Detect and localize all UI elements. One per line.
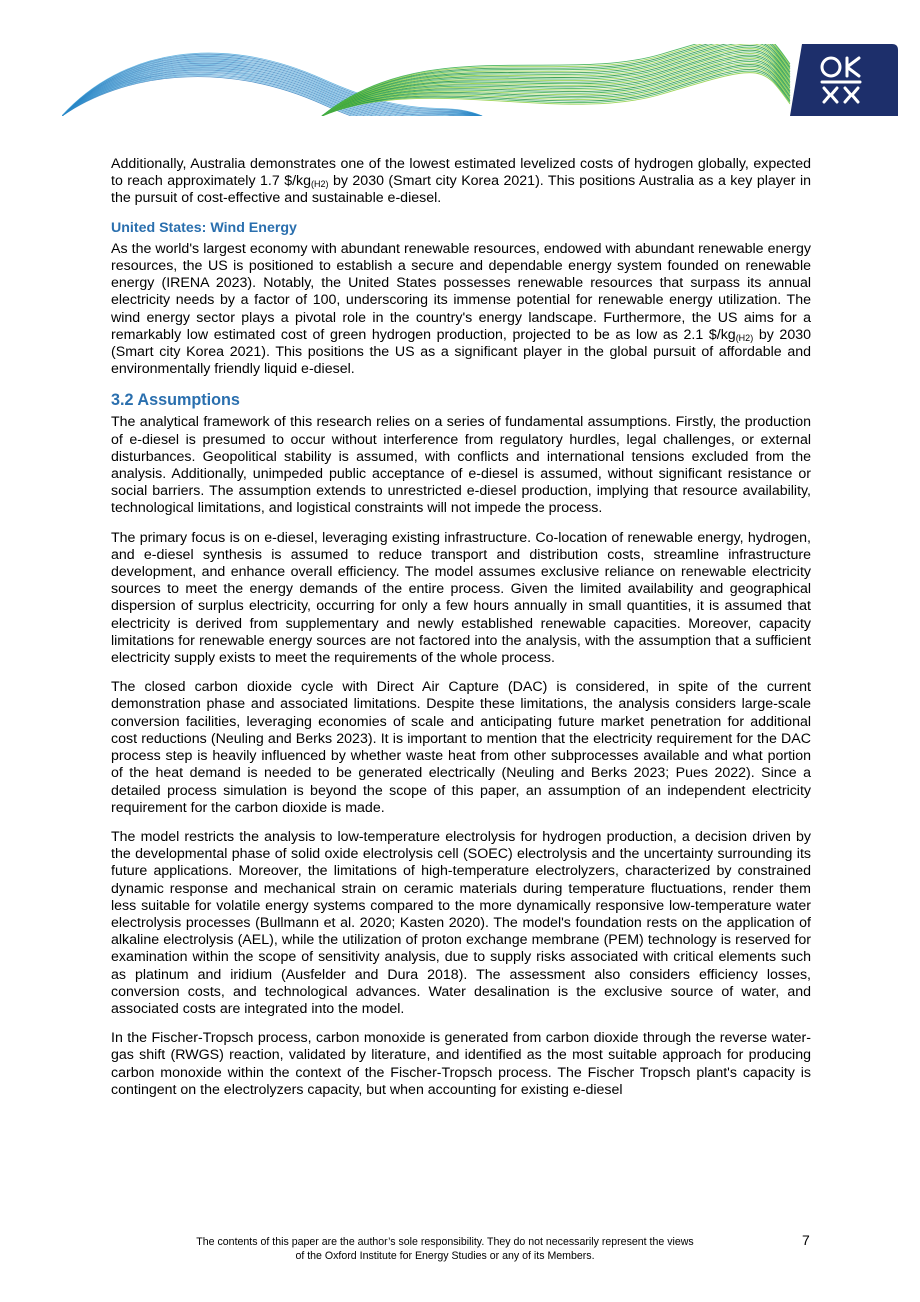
paragraph-electrolysis: The model restricts the analysis to low-temperature electrolysis for hydrogen production, a decision driven by the developmental phase of solid oxide electrolysis cell (SOEC) electrolysis and the uncertainty surrounding its future applications. Moreover, the limitations of high-temperature electrolyzers, characterized by constrained dynamic response and mechanical strain on ceramic materials during temperature fluctuations, render them less suitable for volatile energy systems compared to the more dynamically responsive low-temperature water electrolysis processes (Bullmann et al. 2020; Kasten 2020). The model's foundation rests on the application of alkaline electrolysis (AEL), while the utilization of proton exchange membrane (PEM) technology is reserved for examination within the scope of sensitivity analysis, due to supply risks associated with critical elements such as platinum and iridium (Ausfelder and Dura 2018). The assessment also considers efficiency losses, conversion costs, and technological advances. Water desalination is the exclusive source of water, and associated costs are integrated into the model. xyxy=(111,828,811,1017)
paragraph-dac: The closed carbon dioxide cycle with Direct Air Capture (DAC) is considered, in spite of the current demonstration phase and associated limitations. Despite these limitations, the analysis considers large-scale conversion facilities, leveraging economies of scale and anticipating future market penetration for additional cost reductions (Neuling and Berks 2023). It is important to mention that the electricity requirement for the DAC process step is heavily influenced by whether waste heat from other subprocesses available and what portion of the heat demand is needed to be generated electrically (Neuling and Berks 2023; Pues 2022). Since a detailed process simulation is beyond the scope of this paper, an assumption of an independent electricity requirement for the carbon dioxide is made. xyxy=(111,679,811,816)
paragraph-framework: The analytical framework of this research relies on a series of fundamental assumptions. Firstly, the production of e-diesel is presumed to occur without interference from regulatory hurdles, legal challenges, or external disturbances. Geopolitical stability is assumed, with conflicts and international tensions excluded from the analysis. Additionally, unimpeded public acceptance of e-diesel is assumed, without significant resistance or social barriers. The assumption extends to unrestricted e-diesel production, implying that resource availability, technological limitations, and logistical constraints will not impede the process. xyxy=(111,414,811,517)
oies-logo-icon xyxy=(790,44,898,116)
paragraph-fischer-tropsch: In the Fischer-Tropsch process, carbon monoxide is generated from carbon dioxide through the reverse water-gas shift (RWGS) reaction, validated by literature, and identified as the most suitable approach for producing carbon monoxide within the context of the Fischer-Tropsch process. The Fischer Tropsch plant's capacity is contingent on the electrolyzers capacity, but when accounting for existing e-diesel xyxy=(111,1030,811,1098)
page-body xyxy=(111,156,811,1111)
footer-disclaimer xyxy=(140,1235,750,1263)
header-banner xyxy=(62,44,898,116)
paragraph-infrastructure: The primary focus is on e-diesel, leveraging existing infrastructure. Co-location of renewable energy, hydrogen, and e-diesel synthesis is assumed to reduce transport and distribution costs, streamline infrastructure development, and enhance overall efficiency. The model assumes exclusive reliance on renewable electricity sources to meet the energy demands of the entire process. Given the limited availability and geographical dispersion of surplus electricity, occurring for only a few hours annually in small quantities, it is assumed that electricity is derived from supplementary and newly established renewable capacities. Moreover, capacity limitations for renewable energy sources are not factored into the analysis, with the assumption that a sufficient electricity supply exists to meet the requirements of the whole process. xyxy=(111,529,811,667)
section-heading-assumptions: 3.2 Assumptions xyxy=(111,391,240,410)
paragraph-australia: Additionally, Australia demonstrates one of the lowest estimated levelized costs of hydrogen globally, expected to reach approximately 1.7 $\$/kg_{(H2)}$ by 2030 (Smart city Korea 2021). This positions Australia as a key player in the pursuit of cost-effective and sustainable e-diesel. xyxy=(111,156,811,207)
footer-line-2: of the Oxford Institute for Energy Studies or any of its Members. xyxy=(295,1250,595,1262)
subheading-united-states: United States: Wind Energy xyxy=(111,219,297,236)
wave-pattern xyxy=(62,44,898,116)
page-number: 7 xyxy=(802,1232,810,1248)
footer-line-1: The contents of this paper are the author’s sole responsibility. They do not necessarily represent the views xyxy=(196,1236,694,1248)
paragraph-united-states: As the world's largest economy with abundant renewable resources, endowed with abundant renewable energy resources, the US is positioned to establish a secure and dependable energy system founded on renewable energy (IRENA 2023). Notably, the United States possesses renewable resources that surpass its annual electricity needs by a factor of 100, underscoring its immense potential for renewable energy utilization. The wind energy sector plays a pivotal role in the country's energy landscape. Furthermore, the US aims for a remarkably low estimated cost of green hydrogen production, projected to be as low as 2.1 $\$/kg_{(H2)}$ by 2030 (Smart city Korea 2021). This positions the US as a significant player in the global pursuit of affordable and environmentally friendly liquid e-diesel. xyxy=(111,240,811,378)
